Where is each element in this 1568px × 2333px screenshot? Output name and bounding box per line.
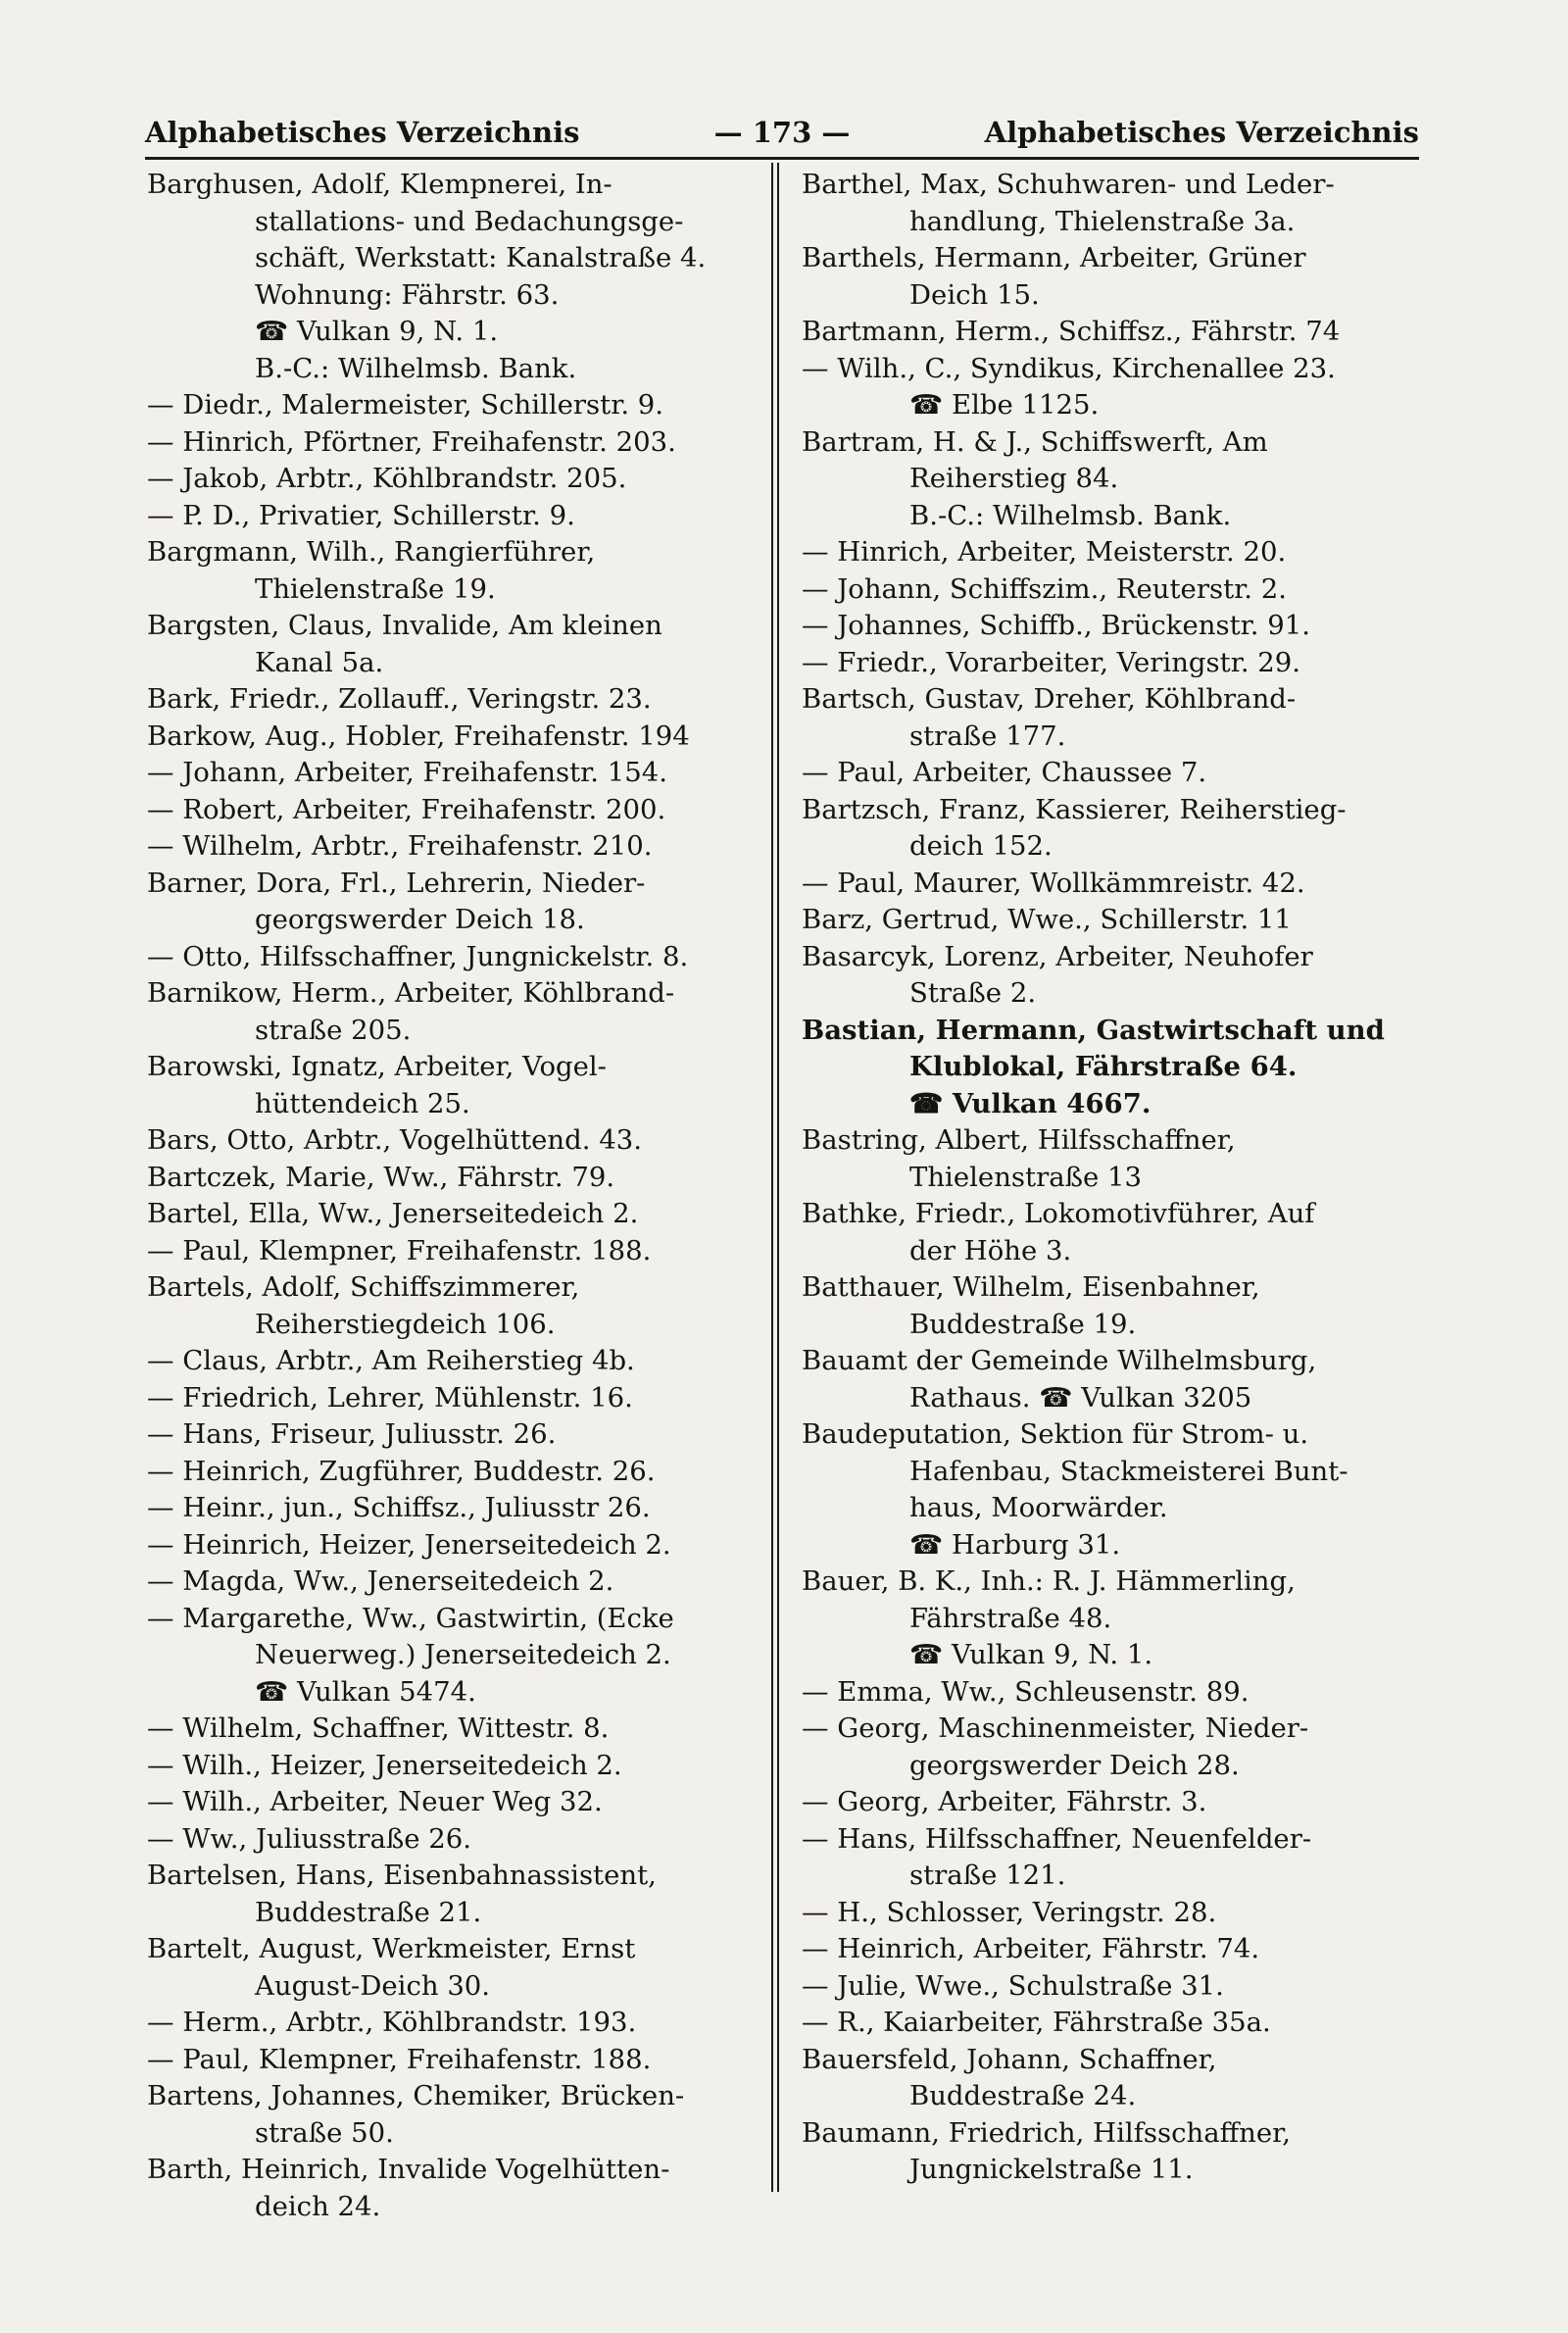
directory-entry xyxy=(802,645,1419,682)
directory-entry xyxy=(147,2042,764,2079)
entry-line: Barz, Gertrud, Wwe., Schillerstr. 11 xyxy=(802,904,1292,935)
directory-entry xyxy=(147,2152,764,2225)
entry-line: — Heinrich, Arbeiter, Fährstr. 74. xyxy=(802,1933,1260,1964)
directory-entry xyxy=(147,681,764,719)
directory-entry xyxy=(147,1601,764,1712)
directory-entry xyxy=(147,1711,764,1748)
entry-line: — Robert, Arbeiter, Freihafenstr. 200. xyxy=(147,793,666,825)
entry-continuation-line: Neuerweg.) Jenerseitedeich 2. xyxy=(255,1639,671,1670)
directory-entry xyxy=(802,1711,1419,1784)
entry-line: Bartelsen, Hans, Eisenbahnassistent, xyxy=(147,1860,657,1891)
directory-entry xyxy=(147,461,764,498)
page-number: — 173 — xyxy=(713,116,851,149)
entry-line: — R., Kaiarbeiter, Fährstraße 35a. xyxy=(802,2007,1271,2038)
header-rule xyxy=(145,157,1419,160)
entry-line: — Hinrich, Pförtner, Freihafenstr. 203. xyxy=(147,425,676,458)
entry-continuation-line: B.-C.: Wilhelmsb. Bank. xyxy=(909,499,1232,531)
header-right-title: Alphabetisches Verzeichnis xyxy=(984,116,1419,149)
entry-line: Bastian, Hermann, Gastwirtschaft und xyxy=(802,1014,1385,1046)
entry-line: — Magda, Ww., Jenerseitedeich 2. xyxy=(147,1565,614,1597)
entry-line: Bastring, Albert, Hilfsschaffner, xyxy=(802,1124,1236,1156)
directory-entry xyxy=(147,1454,764,1491)
entry-line: — Diedr., Malermeister, Schillerstr. 9. xyxy=(147,389,664,421)
entry-line: — Johann, Arbeiter, Freihafenstr. 154. xyxy=(147,757,668,788)
column-divider xyxy=(771,163,779,2192)
entry-continuation-line: Fährstraße 48. xyxy=(909,1602,1112,1634)
entry-line: Barner, Dora, Frl., Lehrerin, Nieder- xyxy=(147,867,646,899)
directory-entry xyxy=(147,1269,764,1343)
entry-line: — Paul, Arbeiter, Chaussee 7. xyxy=(802,757,1207,788)
directory-entry xyxy=(802,1821,1419,1895)
directory-entry xyxy=(802,167,1419,240)
entry-continuation-line: handlung, Thielenstraße 3a. xyxy=(909,205,1296,237)
entry-line: Bartczek, Marie, Ww., Fährstr. 79. xyxy=(147,1161,615,1193)
entry-continuation-line: Buddestraße 19. xyxy=(909,1308,1137,1340)
directory-entry xyxy=(147,1748,764,1785)
entry-line: Bargmann, Wilh., Rangierführer, xyxy=(147,536,596,568)
entry-line: Barthel, Max, Schuhwaren- und Leder- xyxy=(802,169,1335,200)
directory-entry xyxy=(802,424,1419,535)
directory-entry xyxy=(802,1564,1419,1674)
directory-entry xyxy=(147,167,764,387)
entry-line: Basarcyk, Lorenz, Arbeiter, Neuhofer xyxy=(802,940,1313,972)
entry-line: Barth, Heinrich, Invalide Vogelhütten- xyxy=(147,2154,670,2185)
directory-entry xyxy=(802,1784,1419,1821)
entry-line: Baumann, Friedrich, Hilfsschaffner, xyxy=(802,2116,1292,2149)
directory-entry xyxy=(147,719,764,756)
directory-entry xyxy=(802,2042,1419,2115)
entry-line: — Hans, Friseur, Juliusstr. 26. xyxy=(147,1418,557,1450)
entry-continuation-line: Reiherstieg 84. xyxy=(909,463,1119,494)
directory-entry xyxy=(147,1858,764,1931)
directory-entry xyxy=(147,939,764,976)
directory-entry xyxy=(802,314,1419,351)
directory-entry xyxy=(802,866,1419,903)
entry-line: — Emma, Ww., Schleusenstr. 89. xyxy=(802,1675,1250,1708)
directory-entry xyxy=(147,755,764,792)
entry-line: Bartram, H. & J., Schiffswerft, Am xyxy=(802,425,1268,458)
entry-line: — Jakob, Arbtr., Köhlbrandstr. 205. xyxy=(147,463,627,494)
directory-entry xyxy=(147,1821,764,1859)
header-left-title: Alphabetisches Verzeichnis xyxy=(145,116,580,149)
entry-continuation-line: ☎ Vulkan 4667. xyxy=(909,1087,1152,1119)
entry-continuation-line: straße 121. xyxy=(909,1860,1066,1891)
directory-entry xyxy=(802,240,1419,314)
directory-entry xyxy=(802,534,1419,571)
directory-entry xyxy=(147,1490,764,1527)
entry-continuation-line: georgswerder Deich 18. xyxy=(255,904,585,935)
entry-continuation-line: schäft, Werkstatt: Kanalstraße 4. xyxy=(255,242,707,273)
entry-line: — P. D., Privatier, Schillerstr. 9. xyxy=(147,499,575,531)
entry-continuation-line: Klublokal, Fährstraße 64. xyxy=(909,1051,1298,1082)
directory-entry xyxy=(802,755,1419,792)
entry-continuation-line: Kanal 5a. xyxy=(255,646,384,678)
entry-line: — Friedrich, Lehrer, Mühlenstr. 16. xyxy=(147,1381,633,1414)
entry-continuation-line: Rathaus. ☎ Vulkan 3205 xyxy=(909,1381,1252,1414)
entry-line: Bark, Friedr., Zollauff., Veringstr. 23. xyxy=(147,683,652,715)
directory-entry xyxy=(147,1564,764,1601)
entry-line: — Georg, Arbeiter, Fährstr. 3. xyxy=(802,1786,1207,1817)
entry-line: Bartmann, Herm., Schiffsz., Fährstr. 74 xyxy=(802,316,1341,347)
entry-line: Barkow, Aug., Hobler, Freihafenstr. 194 xyxy=(147,720,690,752)
directory-entry xyxy=(147,424,764,462)
entry-continuation-line: Buddestraße 24. xyxy=(909,2080,1137,2111)
left-column xyxy=(147,167,764,2225)
entry-line: — Wilh., Arbeiter, Neuer Weg 32. xyxy=(147,1786,603,1817)
entry-continuation-line: ☎ Vulkan 5474. xyxy=(255,1675,476,1708)
entry-line: Bathke, Friedr., Lokomotivführer, Auf xyxy=(802,1198,1315,1229)
entry-continuation-line: Wohnung: Fährstr. 63. xyxy=(255,278,560,311)
directory-entry xyxy=(147,2005,764,2042)
entry-line: Bartels, Adolf, Schiffszimmerer, xyxy=(147,1271,580,1303)
directory-entry xyxy=(147,1931,764,2005)
entry-line: — Georg, Maschinenmeister, Nieder- xyxy=(802,1713,1309,1744)
entry-line: — Claus, Arbtr., Am Reiherstieg 4b. xyxy=(147,1345,635,1376)
directory-entry xyxy=(802,2115,1419,2189)
directory-entry xyxy=(802,1931,1419,1968)
entry-line: Bauersfeld, Johann, Schaffner, xyxy=(802,2043,1217,2075)
entry-continuation-line: straße 205. xyxy=(255,1014,412,1046)
directory-entry xyxy=(147,1380,764,1417)
entry-line: Barghusen, Adolf, Klempnerei, In- xyxy=(147,169,612,200)
directory-entry xyxy=(147,1527,764,1564)
entry-line: — Hinrich, Arbeiter, Meisterstr. 20. xyxy=(802,536,1287,568)
entry-continuation-line: Straße 2. xyxy=(909,977,1037,1009)
entry-continuation-line: Thielenstraße 19. xyxy=(255,572,496,605)
directory-entry xyxy=(802,1343,1419,1416)
entry-line: — Wilhelm, Schaffner, Wittestr. 8. xyxy=(147,1713,610,1744)
directory-entry xyxy=(802,1122,1419,1196)
directory-entry xyxy=(147,792,764,829)
entry-line: — Wilh., C., Syndikus, Kirchenallee 23. xyxy=(802,352,1336,384)
entry-line: Bartel, Ella, Ww., Jenerseitedeich 2. xyxy=(147,1198,639,1229)
entry-continuation-line: deich 24. xyxy=(255,2190,381,2222)
entry-continuation-line: Deich 15. xyxy=(909,278,1040,311)
entry-line: — Herm., Arbtr., Köhlbrandstr. 193. xyxy=(147,2007,637,2038)
entry-continuation-line: Reiherstiegdeich 106. xyxy=(255,1308,556,1340)
entry-line: — Ww., Juliusstraße 26. xyxy=(147,1822,471,1855)
entry-continuation-line: ☎ Vulkan 9, N. 1. xyxy=(909,1639,1153,1670)
entry-line: Batthauer, Wilhelm, Eisenbahner, xyxy=(802,1271,1260,1303)
directory-entry xyxy=(147,1233,764,1270)
directory-entry xyxy=(147,1416,764,1454)
directory-entry xyxy=(802,681,1419,755)
entry-line: — Hans, Hilfsschaffner, Neuenfelder- xyxy=(802,1822,1312,1855)
entry-continuation-line: stallations- und Bedachungsge- xyxy=(255,205,684,237)
directory-entry xyxy=(147,498,764,535)
entry-line: Barthels, Hermann, Arbeiter, Grüner xyxy=(802,242,1306,273)
entry-line: — Johannes, Schiffb., Brückenstr. 91. xyxy=(802,610,1310,641)
entry-line: — Otto, Hilfsschaffner, Jungnickelstr. 8. xyxy=(147,940,689,972)
entry-line: Bars, Otto, Arbtr., Vogelhüttend. 43. xyxy=(147,1124,642,1156)
entry-line: — Paul, Maurer, Wollkämmreistr. 42. xyxy=(802,867,1305,899)
entry-continuation-line: ☎ Harburg 31. xyxy=(909,1528,1121,1561)
directory-entry xyxy=(802,1416,1419,1564)
directory-entry xyxy=(147,828,764,866)
entry-continuation-line: georgswerder Deich 28. xyxy=(909,1749,1240,1781)
directory-entry xyxy=(802,571,1419,609)
directory-entry xyxy=(802,1895,1419,1932)
entry-line: Barnikow, Herm., Arbeiter, Köhlbrand- xyxy=(147,977,675,1009)
right-column xyxy=(802,167,1419,2189)
entry-continuation-line: Hafenbau, Stackmeisterei Bunt- xyxy=(909,1455,1348,1487)
directory-entry xyxy=(802,792,1419,866)
entry-continuation-line: August-Deich 30. xyxy=(255,1969,491,2002)
entry-continuation-line: Buddestraße 21. xyxy=(255,1896,482,1928)
entry-line: — Heinrich, Zugführer, Buddestr. 26. xyxy=(147,1455,656,1487)
entry-line: — Margarethe, Ww., Gastwirtin, (Ecke xyxy=(147,1602,674,1634)
entry-line: — Friedr., Vorarbeiter, Veringstr. 29. xyxy=(802,646,1301,678)
entry-continuation-line: Thielenstraße 13 xyxy=(909,1161,1142,1193)
entry-line: Bauamt der Gemeinde Wilhelmsburg, xyxy=(802,1345,1317,1376)
directory-entry xyxy=(147,387,764,424)
directory-entry xyxy=(802,1196,1419,1269)
entry-line: Bartelt, August, Werkmeister, Ernst xyxy=(147,1933,636,1964)
directory-entry xyxy=(802,902,1419,939)
entry-continuation-line: straße 177. xyxy=(909,720,1066,752)
directory-entry xyxy=(147,866,764,939)
entry-line: — H., Schlosser, Veringstr. 28. xyxy=(802,1896,1217,1928)
entry-continuation-line: ☎ Elbe 1125. xyxy=(909,389,1100,421)
entry-line: Barowski, Ignatz, Arbeiter, Vogel- xyxy=(147,1051,607,1082)
directory-entry xyxy=(802,1013,1419,1123)
entry-continuation-line: der Höhe 3. xyxy=(909,1234,1072,1266)
entry-continuation-line: haus, Moorwärder. xyxy=(909,1492,1168,1523)
entry-line: — Wilh., Heizer, Jenerseitedeich 2. xyxy=(147,1749,622,1781)
directory-entry xyxy=(802,608,1419,645)
entry-line: — Heinr., jun., Schiffsz., Juliusstr 26. xyxy=(147,1492,651,1523)
entry-line: Bauer, B. K., Inh.: R. J. Hämmerling, xyxy=(802,1565,1296,1597)
entry-line: — Johann, Schiffszim., Reuterstr. 2. xyxy=(802,572,1287,605)
entry-line: — Paul, Klempner, Freihafenstr. 188. xyxy=(147,2043,652,2075)
entry-line: Bartens, Johannes, Chemiker, Brücken- xyxy=(147,2080,685,2111)
entry-line: Baudeputation, Sektion für Strom- u. xyxy=(802,1418,1309,1450)
directory-entry xyxy=(802,1269,1419,1343)
entry-line: Bartsch, Gustav, Dreher, Köhlbrand- xyxy=(802,683,1297,715)
directory-entry xyxy=(147,1343,764,1380)
directory-entry xyxy=(147,1784,764,1821)
directory-entry xyxy=(147,1122,764,1160)
entry-line: — Heinrich, Heizer, Jenerseitedeich 2. xyxy=(147,1528,671,1561)
entry-line: — Julie, Wwe., Schulstraße 31. xyxy=(802,1969,1224,2002)
directory-entry xyxy=(147,975,764,1049)
directory-entry xyxy=(147,1049,764,1122)
entry-line: Bargsten, Claus, Invalide, Am kleinen xyxy=(147,610,662,641)
directory-entry xyxy=(802,1674,1419,1712)
entry-line: — Wilhelm, Arbtr., Freihafenstr. 210. xyxy=(147,830,653,862)
directory-entry xyxy=(147,2078,764,2152)
directory-entry xyxy=(802,1968,1419,2006)
directory-entry xyxy=(147,534,764,608)
entry-line: Bartzsch, Franz, Kassierer, Reiherstieg- xyxy=(802,793,1347,825)
directory-entry xyxy=(802,939,1419,1013)
entry-continuation-line: ☎ Vulkan 9, N. 1. xyxy=(255,316,499,347)
entry-line: — Paul, Klempner, Freihafenstr. 188. xyxy=(147,1234,652,1266)
page-header xyxy=(145,116,1419,159)
directory-entry xyxy=(147,1160,764,1197)
directory-entry xyxy=(147,1196,764,1233)
entry-continuation-line: B.-C.: Wilhelmsb. Bank. xyxy=(255,352,577,384)
entry-continuation-line: hüttendeich 25. xyxy=(255,1087,470,1119)
directory-entry xyxy=(802,351,1419,424)
entry-continuation-line: deich 152. xyxy=(909,830,1053,862)
entry-continuation-line: Jungnickelstraße 11. xyxy=(909,2154,1194,2185)
directory-entry xyxy=(802,2005,1419,2042)
entry-continuation-line: straße 50. xyxy=(255,2116,394,2149)
directory-entry xyxy=(147,608,764,681)
